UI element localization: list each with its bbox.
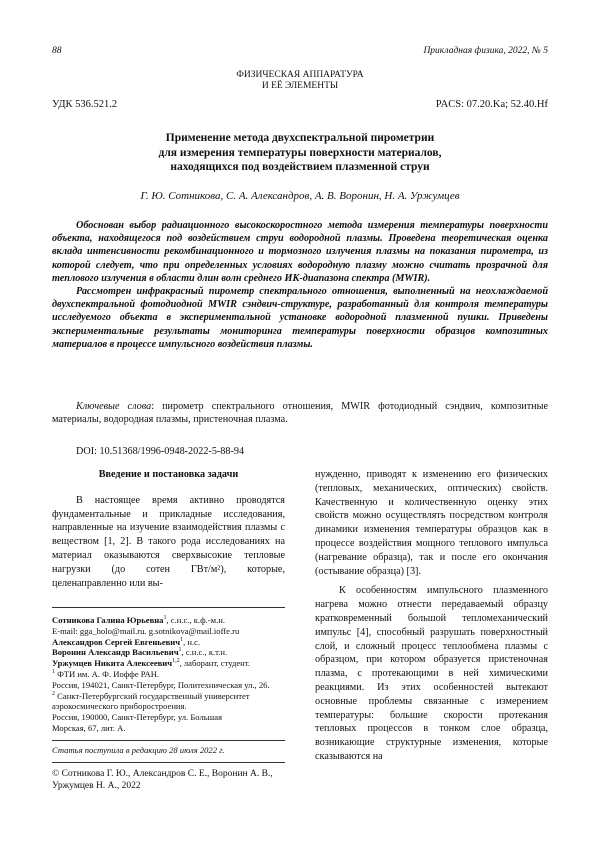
section-heading-line: ФИЗИЧЕСКАЯ АППАРАТУРА [236, 70, 364, 80]
author-affiliations [52, 615, 285, 734]
section-heading-line: И ЕЁ ЭЛЕМЕНТЫ [261, 81, 339, 91]
affiliation-line: Россия, 194021, Санкт-Петербург, Политехническая ул., 26. [52, 679, 270, 690]
author-name: Сотникова Галина Юрьевна [52, 615, 164, 625]
article-title [60, 131, 540, 175]
author-role: , н.с. [183, 636, 201, 647]
affiliation-line: аэрокосмического приборостроения. [52, 701, 187, 712]
pacs-code: PACS: 07.20.Ka; 52.40.Hf [435, 99, 548, 110]
keywords-label: Ключевые слова [76, 401, 152, 412]
title-line: находящихся под воздействием плазменной струи [170, 161, 430, 173]
body-paragraph: К особенностям импульсного плазменного нагрева можно отнести передаваемый образцу кратковременный большой тепломеханический импульс [4], способный разрушать поверхностный слой, и сложный процесс теплообмена плазмы с образцом, при котором образуется пристеночная плазма, с протекающими в ней химическими реакциями. Из этих особенностей вытекают основные проблемы связанные с измерением температуры: большие скорости протекания тепловых процессов в тонком слое образца, возникающие структурные изменения, которые сказываются на [315, 585, 548, 762]
author-list: Г. Ю. Сотникова, С. А. Александров, А. В. Воронин, Н. А. Уржумцев [140, 190, 460, 202]
title-line: Применение метода двухспектральной пирометрии [165, 132, 435, 144]
author-name: Александров Сергей Евгеньевич [52, 636, 181, 647]
affiliation-line: Александров Сергей Евгеньевич$^1$, н.с. [52, 636, 201, 647]
affiliation-line: Морская, 67, лит. А. [52, 722, 126, 733]
body-paragraph: нужденно, приводят к изменению его физических (тепловых, механических, оптических) свойств. Качественную и количественную оценку этих свойств можно осуществлять посредством контроля динамики изменения температуры образцов как в процессе воздействия мощного теплового импульса (нагревание образца), так и после его окончания (остывание образца) [3]. [315, 469, 548, 577]
journal-reference: Прикладная физика, 2022, № 5 [423, 46, 548, 56]
abstract [52, 219, 548, 351]
right-column [315, 468, 548, 764]
copyright-divider [52, 762, 285, 763]
affiliation-line: Уржумцев Никита Алексеевич$^{1,2}$, лаборант, студент. [52, 658, 251, 669]
intro-heading: Введение и постановка задачи [98, 469, 239, 480]
affiliation-line: $^2$ Санкт-Петербургский государственный университет [52, 690, 250, 701]
section-heading [0, 70, 600, 92]
abstract-paragraph: Рассмотрен инфракрасный пирометр спектрального отношения, выполненный на неохлаждаемой двухспектральной фотодиодной MWIR сэндвич-структуре, разработанный для контроля температуры исследуемого объекта в экспериментальной установке водородной плазменной пушки. Приведены экспериментальные результаты мониторинга температуры поверхности образцов композитных материалов в процессе импульсного воздействия плазмы. [52, 286, 548, 350]
udk-code: УДК 536.521.2 [52, 99, 118, 110]
author-role: , с.н.с., к.ф.-м.н. [166, 615, 225, 625]
affiliation-line: Воронин Александр Васильевич$^1$, с.н.с., к.т.н. [52, 647, 228, 658]
author-role: , с.н.с., к.т.н. [181, 647, 228, 658]
abstract-paragraph: Обоснован выбор радиационного высокоскоростного метода измерения температуры поверхности объекта, находящегося под воздействием струи водородной плазмы. Проведена теоретическая оценка вклада интенсивности рекомбинационного и тормозного излучения плазмы на показания пирометра, из которой следует, что при определенных условиях водородную плазму можно считать прозрачной для теплового излучения в области длин волн среднего ИК-диапазона спектра (MWIR). [52, 220, 548, 284]
keywords-text: : пирометр спектрального отношения, MWIR фотодиодный сэндвич, композитные материалы, водородная плазмы, пристеночная плазма. [52, 401, 548, 426]
received-date: Статья поступила в редакцию 28 июля 2022 г. [52, 745, 225, 755]
page-number: 88 [52, 46, 62, 56]
body-paragraph: В настоящее время активно проводятся фундаментальные и прикладные исследования, направленные на изучение взаимодействия плазмы с веществом [1, 2]. В такого рода исследованиях на материал оказываются сверхвысокие тепловые нагрузки (до сотен ГВт/м²), которые, целенаправленно или вы- [52, 494, 285, 589]
keywords [52, 400, 548, 426]
author-name: Уржумцев Никита Алексеевич [52, 658, 173, 669]
affiliation-line: Россия, 190000, Санкт-Петербург, ул. Большая [52, 712, 223, 723]
footnote-divider [52, 607, 285, 608]
copyright: © Сотникова Г. Ю., Александров С. Е., Воронин А. В., Уржумцев Н. А., 2022 [52, 769, 273, 791]
organization: Санкт-Петербургский государственный университет [57, 690, 250, 701]
author-name: Воронин Александр Васильевич [52, 647, 179, 658]
received-divider [52, 740, 285, 741]
affiliation-line: $^1$ ФТИ им. А. Ф. Иоффе РАН. [52, 668, 160, 679]
organization: ФТИ им. А. Ф. Иоффе РАН. [57, 668, 160, 679]
doi: DOI: 10.51368/1996-0948-2022-5-88-94 [76, 446, 245, 457]
affiliation-line: Сотникова Галина Юрьевна$^1$, с.н.с., к.ф.-м.н. [52, 615, 225, 625]
title-line: для измерения температуры поверхности материалов, [158, 146, 442, 159]
left-column [52, 468, 285, 590]
author-role: , лаборант, студент. [179, 658, 251, 669]
affiliation-line: E-mail: gga_holo@mail.ru. g.sotnikova@mail.ioffe.ru [52, 625, 240, 636]
